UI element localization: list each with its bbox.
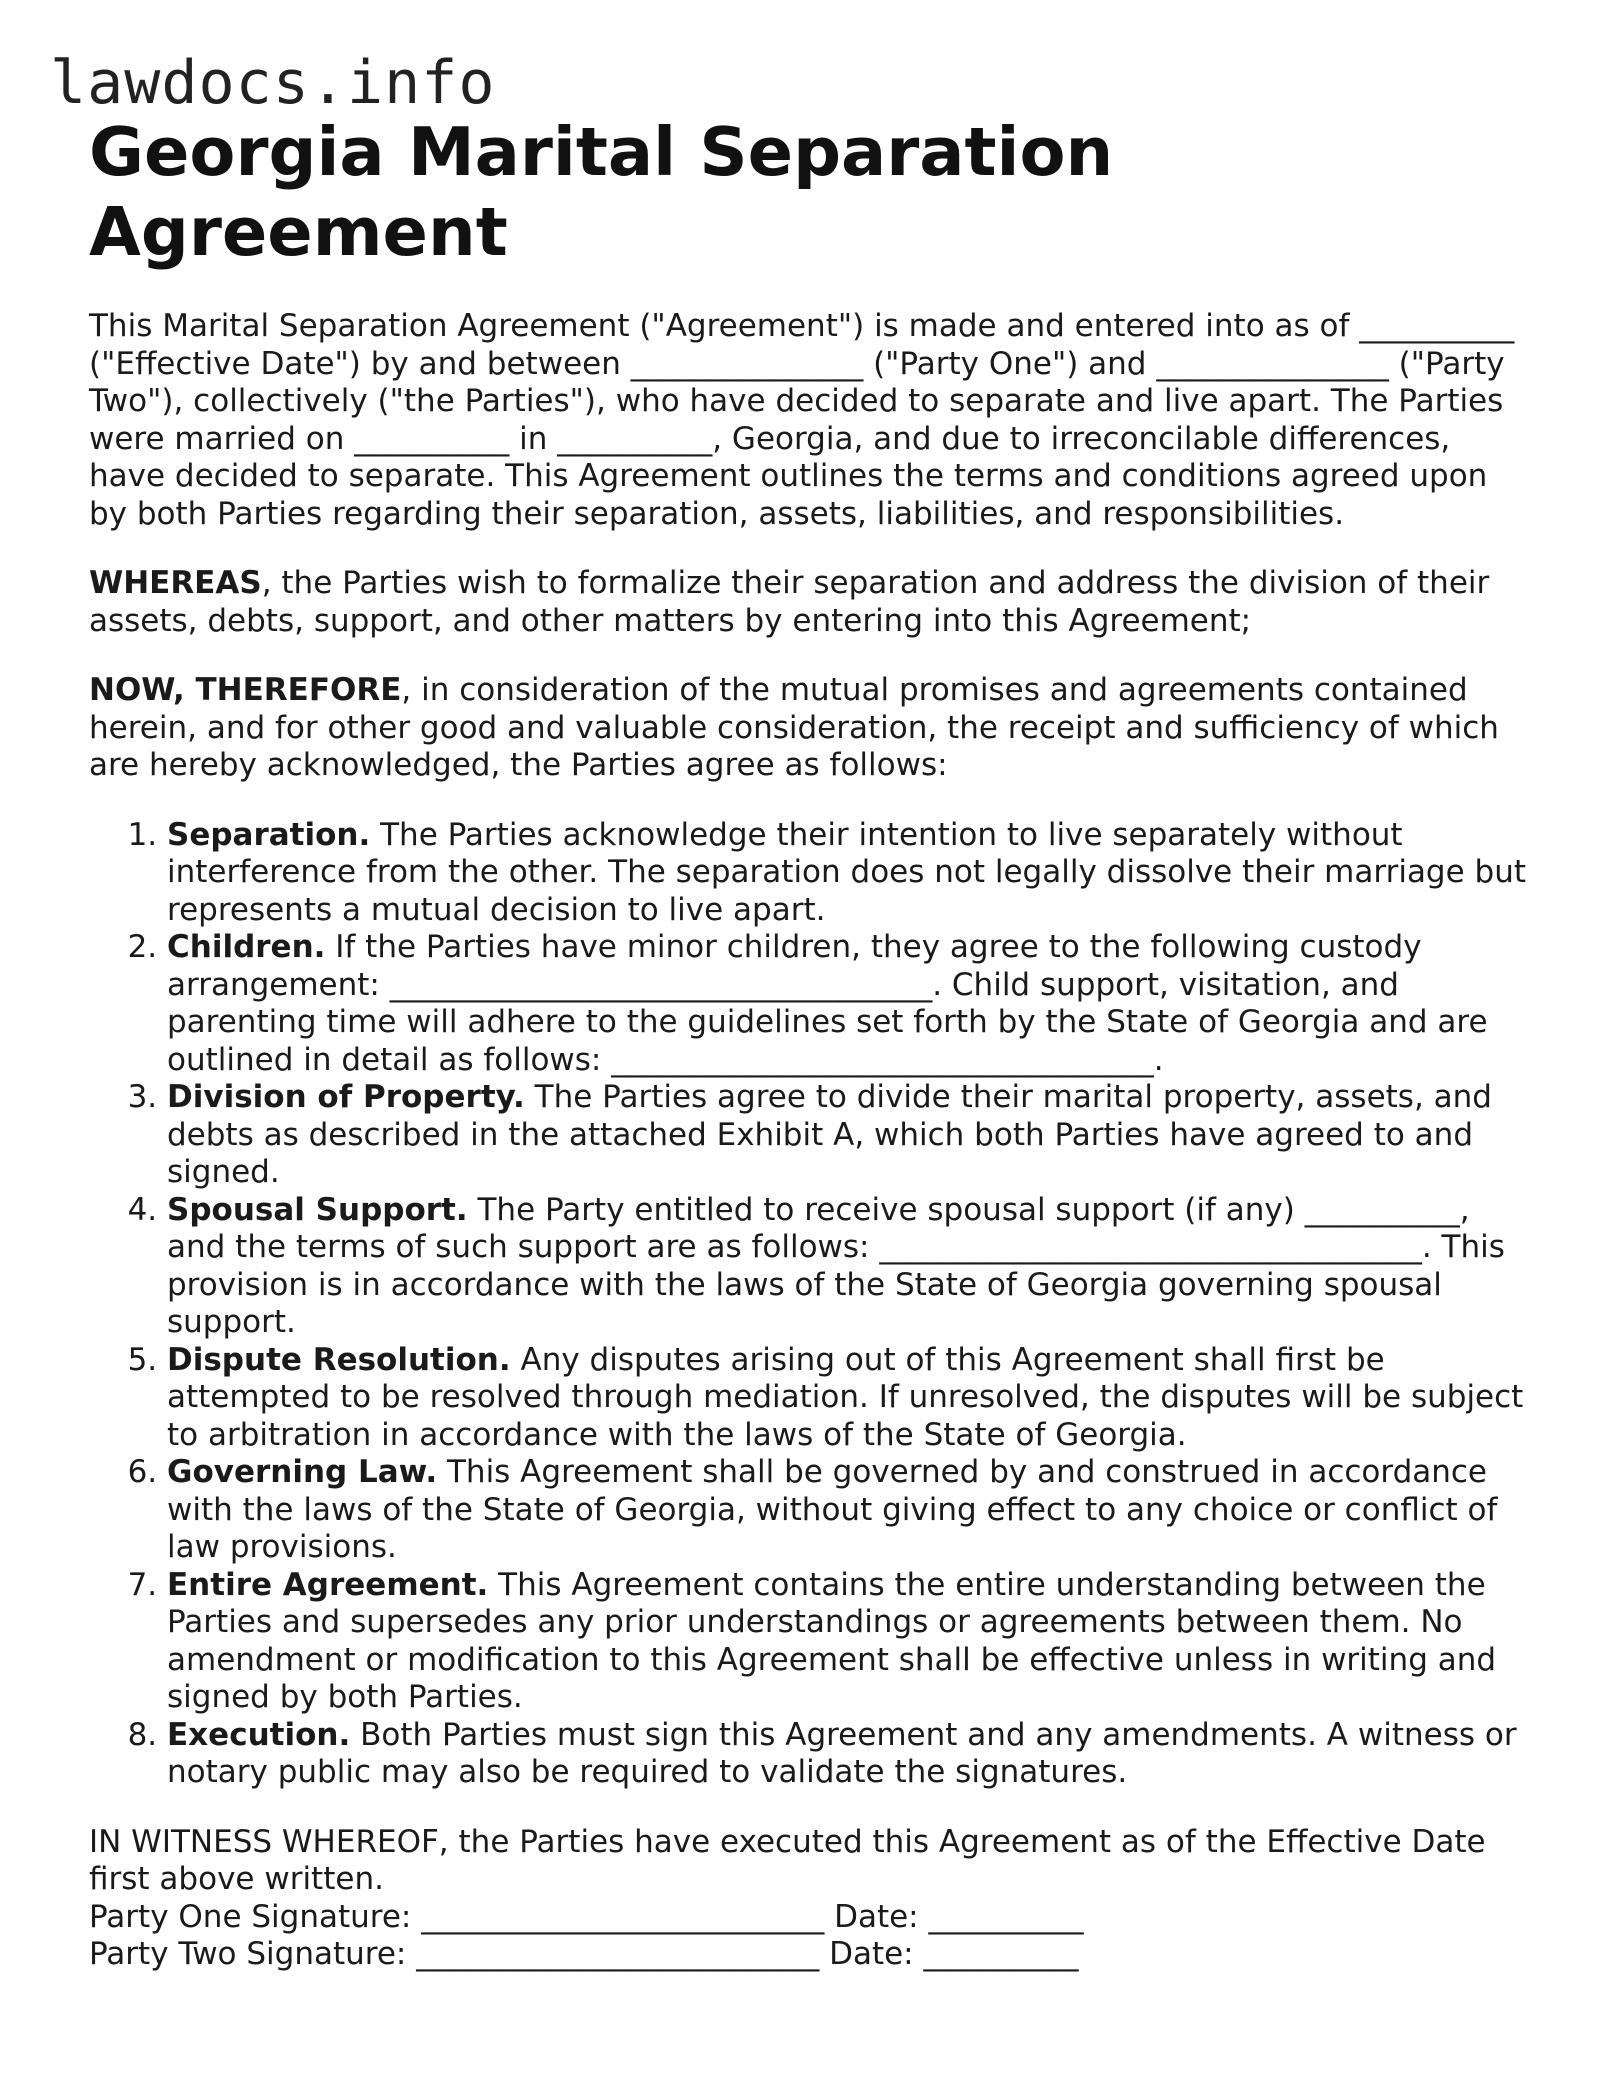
- clause-item: [167, 929, 1529, 1079]
- now-therefore-text: , in consideration of the mutual promises and agreements contained herein, and for other good and valuable consideration, the receipt and sufficiency of which are hereby acknowledged, the Parties agree as follows:: [89, 672, 1499, 783]
- clause-heading: Spousal Support.: [167, 1191, 468, 1228]
- document-title: Georgia Marital Separation Agreement: [89, 113, 1114, 271]
- clause-list: [89, 817, 1529, 1792]
- witness-paragraph: IN WITNESS WHEREOF, the Parties have executed this Agreement as of the Effective Date first above written.: [89, 1823, 1486, 1897]
- clause-text: This Agreement contains the entire understanding between the Parties and supersedes any prior understandings or agreements between them. No amendment or modification to this Agreement shall be effective unless in writing and signed by both Parties.: [167, 1566, 1497, 1715]
- whereas-text: , the Parties wish to formalize their separation and address the division of their assets, debts, support, and other matters by entering into this Agreement;: [89, 565, 1490, 639]
- clause-item: [167, 1567, 1529, 1717]
- clause-heading: Children.: [167, 929, 326, 965]
- whereas-paragraph: [89, 565, 1529, 640]
- now-therefore-paragraph: [89, 672, 1529, 785]
- clause-item: [167, 1342, 1529, 1455]
- watermark: lawdocs.info: [50, 48, 496, 118]
- clause-item: [167, 1717, 1529, 1792]
- clause-text: This Agreement shall be governed by and construed in accordance with the laws of the State of Georgia, without giving effect to any choice or conflict of law provisions.: [167, 1454, 1498, 1565]
- clause-text: The Party entitled to receive spousal support (if any) __________, and the terms of such support are as follows: ___________________________________. This provision is in accordance with the laws of the State of Georgia governing spousal support.: [167, 1191, 1505, 1340]
- clause-text: The Parties acknowledge their intention to live separately without interference from the other. The separation does not legally dissolve their marriage but represents a mutual decision to live apart.: [167, 816, 1527, 928]
- clause-item: [167, 1454, 1529, 1567]
- clause-heading: Execution.: [167, 1716, 351, 1753]
- party-two-signature-line: Party Two Signature: __________________________ Date: __________: [89, 1936, 1079, 1972]
- intro-paragraph: This Marital Separation Agreement ("Agreement") is made and entered into as of __________ ("Effective Date") by and between _______________ ("Party One") and _______________ ("Party Two"), collectively ("the Parties"), who have decided to separate and live apart. The Parties were married on __________ in __________, Georgia, and due to irreconcilable differences, have decided to separate. This Agreement outlines the terms and conditions agreed upon by both Parties regarding their separation, assets, liabilities, and responsibilities.: [89, 308, 1515, 532]
- party-one-signature-line: Party One Signature: __________________________ Date: __________: [89, 1898, 1084, 1935]
- clause-heading: Separation.: [167, 816, 371, 853]
- clause-item: [167, 817, 1529, 930]
- document-page: [89, 112, 1529, 1974]
- clause-heading: Dispute Resolution.: [167, 1341, 511, 1378]
- clause-text: The Parties agree to divide their marital property, assets, and debts as described in the attached Exhibit A, which both Parties have agreed to and signed.: [167, 1079, 1492, 1190]
- clause-text: If the Parties have minor children, they agree to the following custody arrangement: ___________________________________. Child support, visitation, and parenting time will adhere to the guidelines set forth by the State of Georgia and are outlined in detail as follows: ___________________________________.: [167, 929, 1488, 1078]
- clause-text: Any disputes arising out of this Agreement shall first be attempted to be resolved through mediation. If unresolved, the disputes will be subject to arbitration in accordance with the laws of the State of Georgia.: [167, 1341, 1524, 1453]
- now-therefore-lead: NOW, THEREFORE: [89, 672, 402, 708]
- clause-heading: Governing Law.: [167, 1454, 438, 1490]
- clause-heading: Entire Agreement.: [167, 1566, 489, 1603]
- clause-heading: Division of Property.: [167, 1079, 525, 1115]
- whereas-lead: WHEREAS: [89, 565, 262, 601]
- clause-item: [167, 1192, 1529, 1342]
- clause-item: [167, 1079, 1529, 1192]
- clause-text: Both Parties must sign this Agreement and any amendments. A witness or notary public may also be required to validate the signatures.: [167, 1716, 1517, 1790]
